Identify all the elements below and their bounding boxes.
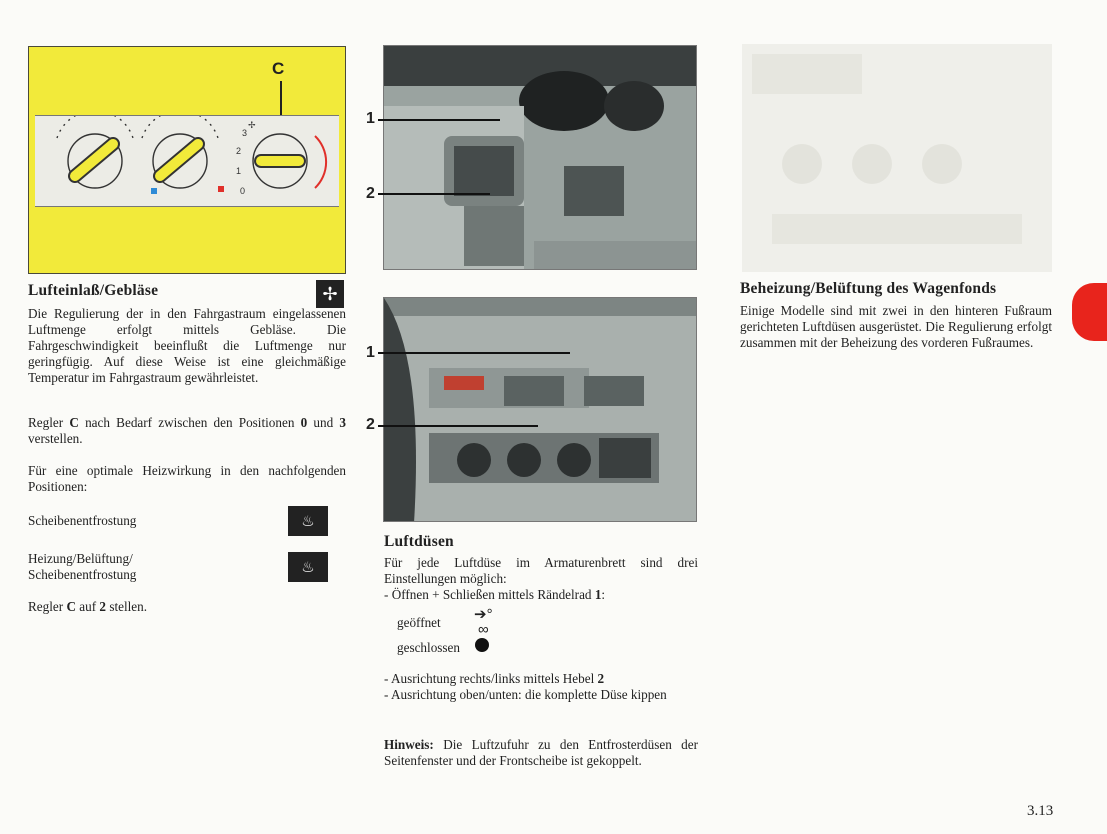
paragraph-set-knob: Regler C auf 2 stellen.	[28, 599, 148, 614]
svg-text:✢: ✢	[248, 120, 256, 130]
center-vents-photo-drawing	[384, 298, 697, 522]
svg-text:2: 2	[236, 146, 242, 156]
faded-image-drawing	[742, 44, 1052, 272]
photo2-leader-2	[378, 425, 538, 427]
paragraph-optimal-heating: Für eine optimale Heizwirkung in den nachfolgenden Positionen:	[28, 463, 346, 494]
photo2-leader-1	[378, 352, 570, 354]
paragraph-regulation: Die Regulierung der in den Fahrgastraum eingelassenen Luftmenge erfolgt mittels Gebläse. Die Fahrgeschwindigkeit beeinflußt die Luftmenge nur geringfügig. Auf diese Weise ist eine gleichmäßige Temperatur im Fahrgastraum gewährleistet.	[28, 306, 346, 385]
chapter-tab	[1072, 283, 1107, 341]
paragraph-positions: Regler C nach Bedarf zwischen den Positionen 0 und 3 verstellen.	[28, 415, 347, 446]
mode-defrost-label: Scheibenentfrostung	[28, 513, 137, 528]
item-up-down: - Ausrichtung oben/unten: die komplette Düse kippen	[384, 687, 667, 702]
svg-text:0: 0	[240, 186, 246, 196]
photo-side-vent	[383, 45, 697, 270]
heading-air-vents: Luftdüsen	[384, 533, 454, 550]
heading-rear-heating: Beheizung/Belüftung des Wagenfonds	[740, 280, 997, 297]
paragraph-rear-vents: Einige Modelle sind mit zwei in den hinteren Fußraum gerichteten Luftdüsen ausgerüstet. Die Regulierung erfolgt zusammen mit der Beheizung des vorderen Fußraumes.	[740, 303, 1052, 350]
photo2-label-2: 2	[366, 416, 375, 433]
page-number: 3.13	[1027, 803, 1054, 819]
fan-speed-knob	[253, 134, 326, 188]
control-strip	[35, 115, 339, 207]
photo2-label-1: 1	[366, 344, 375, 361]
photo1-leader-1	[378, 119, 500, 121]
heading-air-intake: Lufteinlaß/Gebläse	[28, 282, 159, 299]
side-vent-photo-drawing	[384, 46, 697, 270]
label-open: geöffnet	[397, 615, 441, 630]
temperature-knob	[142, 116, 218, 188]
item-open-close: - Öffnen + Schließen mittels Rändelrad 1:	[384, 587, 606, 602]
vent-closed-icon	[475, 638, 489, 652]
photo1-leader-2	[378, 193, 490, 195]
svg-text:3: 3	[242, 128, 248, 138]
defrost-icon: ♨	[288, 506, 328, 536]
fan-icon: ✢	[316, 280, 344, 308]
mode-heating-defrost-label: Heizung/Belüftung/ Scheibenentfrostung	[28, 551, 137, 582]
item-left-right: - Ausrichtung rechts/links mittels Hebel 2	[384, 671, 605, 686]
svg-text:1: 1	[236, 166, 242, 176]
photo1-label-2: 2	[366, 185, 375, 202]
photo-center-vents	[383, 297, 697, 522]
note: Hinweis: Die Luftzufuhr zu den Entfrosterdüsen der Seitenfenster und der Frontscheibe ist gekoppelt.	[384, 737, 698, 768]
callout-c: C	[272, 59, 285, 78]
heating-defrost-icon: ♨	[288, 552, 328, 582]
heater-panel-illustration	[28, 46, 346, 274]
photo1-label-1: 1	[366, 110, 375, 127]
vent-open-icon: ➔° ∞	[474, 606, 493, 638]
faded-rear-vent-image	[742, 44, 1052, 272]
air-distribution-knob	[57, 116, 133, 188]
paragraph-vent-settings: Für jede Luftdüse im Armaturenbrett sind drei Einstellungen möglich:	[384, 555, 698, 586]
label-closed: geschlossen	[397, 640, 460, 655]
heater-knobs	[35, 116, 339, 206]
